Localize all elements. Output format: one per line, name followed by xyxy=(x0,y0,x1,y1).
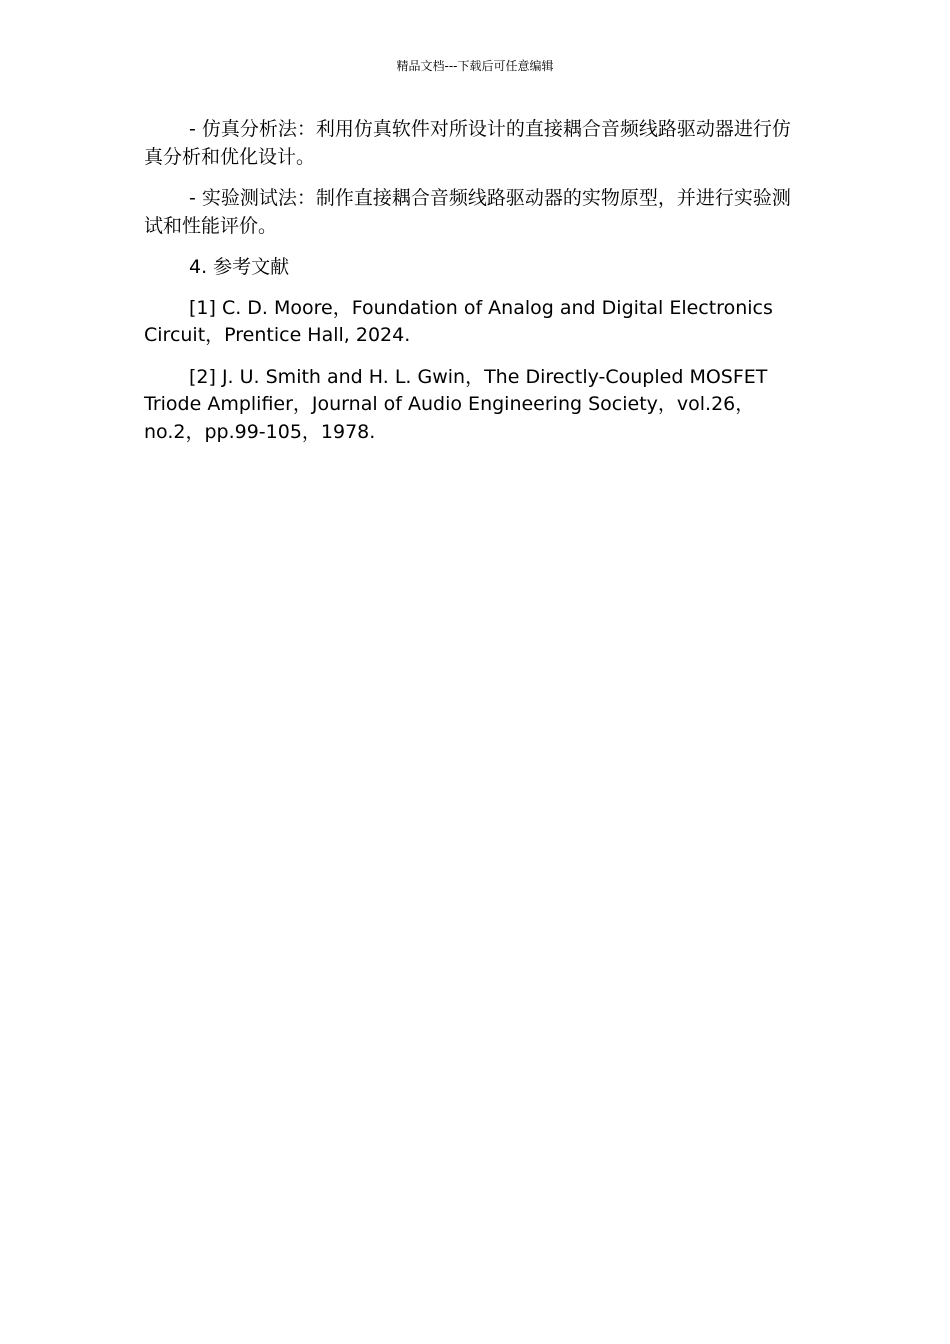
page-header: 精品文档---下载后可任意编辑 xyxy=(396,59,554,73)
document-body xyxy=(144,116,808,460)
method-simulation-paragraph: - 仿真分析法：利用仿真软件对所设计的直接耦合音频线路驱动器进行仿真分析和优化设计。 xyxy=(144,118,791,168)
method-experiment-paragraph: - 实验测试法：制作直接耦合音频线路驱动器的实物原型，并进行实验测试和性能评价。 xyxy=(144,187,791,237)
references-heading: 4. 参考文献 xyxy=(189,256,290,278)
reference-item-2: [2] J. U. Smith and H. L. Gwin，The Directly-Coupled MOSFET Triode Amplifier，Journal of Audio Engineering Society，vol.26，no.2，pp.99-105，1978. xyxy=(144,365,768,443)
reference-item-1: [1] C. D. Moore，Foundation of Analog and Digital Electronics Circuit，Prentice Hall, 2024. xyxy=(144,296,773,346)
